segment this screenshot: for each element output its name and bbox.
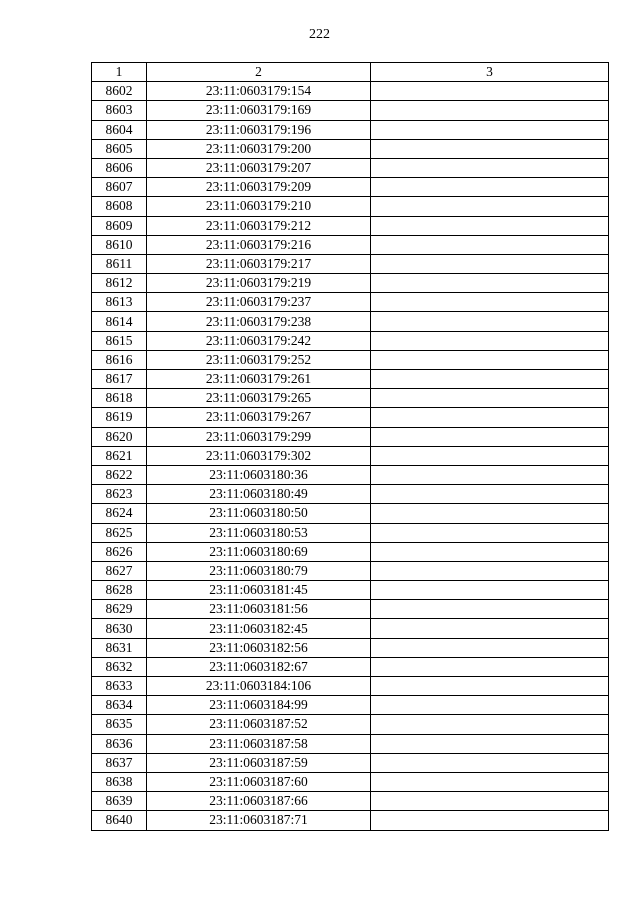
row-number-cell: 8636 [92,734,147,753]
table-row [92,312,609,331]
table-row [92,254,609,273]
cadastral-number-cell: 23:11:0603184:99 [147,696,371,715]
row-number-cell: 8626 [92,542,147,561]
cadastral-number-cell: 23:11:0603179:196 [147,120,371,139]
table-row [92,370,609,389]
table-row [92,542,609,561]
row-number-cell: 8610 [92,235,147,254]
cadastral-number-cell: 23:11:0603179:252 [147,350,371,369]
cadastral-number-cell: 23:11:0603179:200 [147,139,371,158]
cadastral-number-cell: 23:11:0603181:45 [147,581,371,600]
row-number-cell: 8603 [92,101,147,120]
cadastral-number-cell: 23:11:0603179:237 [147,293,371,312]
row-number-cell: 8620 [92,427,147,446]
notes-cell [371,254,609,273]
registry-table [91,62,609,831]
notes-cell [371,82,609,101]
table-row [92,772,609,791]
notes-cell [371,638,609,657]
cadastral-number-cell: 23:11:0603179:242 [147,331,371,350]
cadastral-number-cell: 23:11:0603179:210 [147,197,371,216]
row-number-cell: 8612 [92,274,147,293]
page-number: 222 [309,27,330,42]
notes-cell [371,350,609,369]
cadastral-number-cell: 23:11:0603179:169 [147,101,371,120]
cadastral-number-cell: 23:11:0603179:302 [147,446,371,465]
table-row [92,235,609,254]
row-number-cell: 8639 [92,792,147,811]
cadastral-number-cell: 23:11:0603179:219 [147,274,371,293]
table-row [92,178,609,197]
table-row [92,696,609,715]
table-row [92,581,609,600]
notes-cell [371,465,609,484]
cadastral-number-cell: 23:11:0603182:45 [147,619,371,638]
row-number-cell: 8634 [92,696,147,715]
table-row [92,293,609,312]
notes-cell [371,561,609,580]
cadastral-number-cell: 23:11:0603182:56 [147,638,371,657]
row-number-cell: 8622 [92,465,147,484]
row-number-cell: 8625 [92,523,147,542]
notes-cell [371,772,609,791]
row-number-cell: 8617 [92,370,147,389]
table-row [92,82,609,101]
notes-cell [371,696,609,715]
notes-cell [371,542,609,561]
notes-cell [371,734,609,753]
notes-cell [371,101,609,120]
cadastral-number-cell: 23:11:0603179:261 [147,370,371,389]
row-number-cell: 8633 [92,677,147,696]
table-row [92,139,609,158]
table-row [92,274,609,293]
cadastral-number-cell: 23:11:0603180:36 [147,465,371,484]
table-row [92,350,609,369]
column-header-3: 3 [371,63,609,82]
cadastral-number-cell: 23:11:0603180:79 [147,561,371,580]
table-row [92,120,609,139]
notes-cell [371,600,609,619]
table-row [92,677,609,696]
table-row [92,638,609,657]
cadastral-number-cell: 23:11:0603187:60 [147,772,371,791]
table-row [92,619,609,638]
notes-cell [371,504,609,523]
row-number-cell: 8631 [92,638,147,657]
row-number-cell: 8614 [92,312,147,331]
cadastral-number-cell: 23:11:0603180:50 [147,504,371,523]
notes-cell [371,523,609,542]
notes-cell [371,446,609,465]
row-number-cell: 8609 [92,216,147,235]
table-row [92,408,609,427]
row-number-cell: 8608 [92,197,147,216]
cadastral-number-cell: 23:11:0603187:71 [147,811,371,830]
notes-cell [371,792,609,811]
notes-cell [371,408,609,427]
cadastral-number-cell: 23:11:0603179:207 [147,158,371,177]
notes-cell [371,197,609,216]
notes-cell [371,139,609,158]
notes-cell [371,216,609,235]
row-number-cell: 8637 [92,753,147,772]
notes-cell [371,657,609,676]
row-number-cell: 8611 [92,254,147,273]
row-number-cell: 8635 [92,715,147,734]
cadastral-number-cell: 23:11:0603180:53 [147,523,371,542]
table-row [92,600,609,619]
notes-cell [371,178,609,197]
row-number-cell: 8602 [92,82,147,101]
notes-cell [371,581,609,600]
cadastral-number-cell: 23:11:0603179:265 [147,389,371,408]
row-number-cell: 8638 [92,772,147,791]
cadastral-number-cell: 23:11:0603180:49 [147,485,371,504]
cadastral-number-cell: 23:11:0603179:217 [147,254,371,273]
cadastral-number-cell: 23:11:0603179:209 [147,178,371,197]
notes-cell [371,427,609,446]
notes-cell [371,389,609,408]
row-number-cell: 8616 [92,350,147,369]
row-number-cell: 8621 [92,446,147,465]
table-row [92,715,609,734]
notes-cell [371,619,609,638]
row-number-cell: 8632 [92,657,147,676]
notes-cell [371,811,609,830]
table-row [92,485,609,504]
cadastral-number-cell: 23:11:0603179:216 [147,235,371,254]
row-number-cell: 8624 [92,504,147,523]
table-row [92,465,609,484]
notes-cell [371,293,609,312]
column-header-2: 2 [147,63,371,82]
notes-cell [371,158,609,177]
cadastral-number-cell: 23:11:0603179:238 [147,312,371,331]
notes-cell [371,120,609,139]
notes-cell [371,331,609,350]
table-row [92,504,609,523]
notes-cell [371,312,609,331]
table-body [92,82,609,830]
table-row [92,792,609,811]
row-number-cell: 8623 [92,485,147,504]
table-row [92,101,609,120]
notes-cell [371,274,609,293]
cadastral-number-cell: 23:11:0603187:59 [147,753,371,772]
table-row [92,158,609,177]
table-row [92,216,609,235]
notes-cell [371,715,609,734]
cadastral-number-cell: 23:11:0603179:267 [147,408,371,427]
cadastral-number-cell: 23:11:0603182:67 [147,657,371,676]
row-number-cell: 8630 [92,619,147,638]
table-row [92,561,609,580]
row-number-cell: 8618 [92,389,147,408]
notes-cell [371,370,609,389]
cadastral-number-cell: 23:11:0603187:66 [147,792,371,811]
table-row [92,331,609,350]
row-number-cell: 8619 [92,408,147,427]
cadastral-number-cell: 23:11:0603181:56 [147,600,371,619]
cadastral-number-cell: 23:11:0603179:212 [147,216,371,235]
table-row [92,446,609,465]
table-row [92,657,609,676]
table-row [92,197,609,216]
table-row [92,389,609,408]
table-row [92,734,609,753]
row-number-cell: 8615 [92,331,147,350]
notes-cell [371,485,609,504]
cadastral-number-cell: 23:11:0603180:69 [147,542,371,561]
row-number-cell: 8604 [92,120,147,139]
row-number-cell: 8627 [92,561,147,580]
notes-cell [371,235,609,254]
table-row [92,811,609,830]
row-number-cell: 8607 [92,178,147,197]
row-number-cell: 8605 [92,139,147,158]
row-number-cell: 8629 [92,600,147,619]
table-row [92,753,609,772]
cadastral-number-cell: 23:11:0603179:154 [147,82,371,101]
cadastral-number-cell: 23:11:0603187:52 [147,715,371,734]
row-number-cell: 8606 [92,158,147,177]
row-number-cell: 8628 [92,581,147,600]
table-row [92,523,609,542]
row-number-cell: 8640 [92,811,147,830]
cadastral-number-cell: 23:11:0603184:106 [147,677,371,696]
column-header-1: 1 [92,63,147,82]
row-number-cell: 8613 [92,293,147,312]
table-row [92,427,609,446]
cadastral-number-cell: 23:11:0603187:58 [147,734,371,753]
cadastral-number-cell: 23:11:0603179:299 [147,427,371,446]
header-row [92,63,609,82]
notes-cell [371,753,609,772]
notes-cell [371,677,609,696]
